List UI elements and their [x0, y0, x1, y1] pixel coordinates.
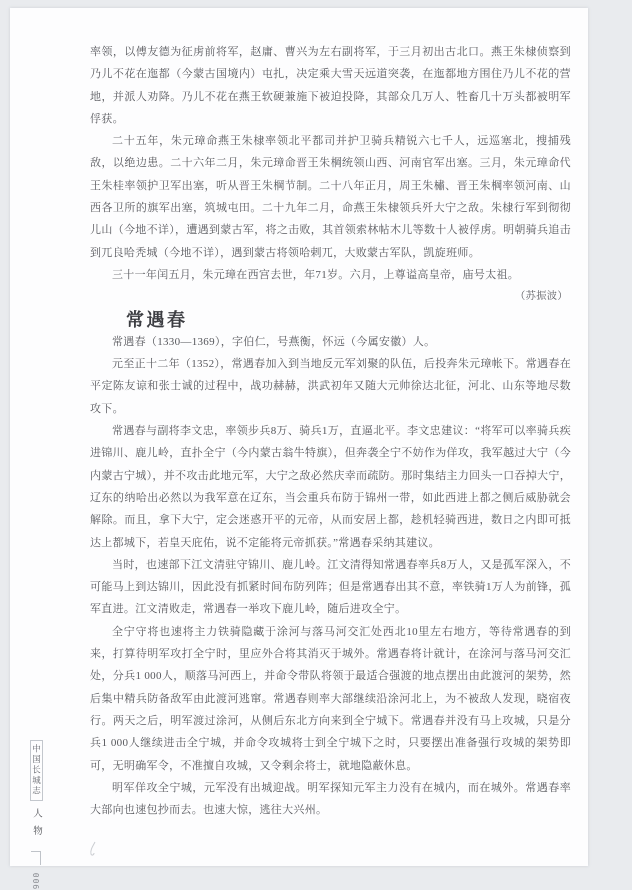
- body-paragraph: 常遇春（1330—1369），字伯仁，号燕衡，怀远（今属安徽）人。: [112, 335, 436, 348]
- page-margin-spine: [26, 740, 46, 890]
- author-attribution: （苏振波）: [515, 291, 568, 303]
- book-page-scan: [10, 8, 588, 890]
- body-paragraph: 全宁守将也速将主力铁骑隐藏于涂河与落马河交汇处西北10里左右地方，等待常遇春的到来，打算待明军攻打全宁时，里应外合将其消灭于城外。常遇春将计就计，在涂河与落马河交汇处，分兵1 000人，顺落马河西上，并命令带队将领于最适合强渡的地点摆出由此渡河的架势，然后集中精兵防备敌军由此渡河逃窜。常遇春则率大部继续沿涂河北上，为不被敌人发现，晓宿夜行。两天之后，明军渡过涂河，从侧后东北方向来到全宁城下。常遇春并没有马上攻城，只是分兵1 000人继续进击全宁城，并命令攻城将士到全宁城下之时，只要摆出准备强行攻城的架势即可，无明确军令，不准擅自攻城，又令剩余将士，就地隐蔽休息。: [90, 625, 571, 772]
- body-paragraph: 三十一年闰五月，朱元璋在西宫去世，年71岁。六月，上尊谥高皇帝，庙号太祖。: [112, 268, 520, 281]
- body-paragraph: 当时，也速部下江文清驻守锦川、鹿儿岭。江文清得知常遇春率兵8万人，又是孤军深入，不可能马上到达锦川，因此没有抓紧时间布防列阵；但是常遇春出其不意，率铁骑1万人为前锋，孤军直进。江文清败走，常遇春一举攻下鹿儿岭，随后进攻全宁。: [90, 558, 571, 616]
- carryover-paragraph: 率领，以傅友德为征虏前将军，赵庸、曹兴为左右副将军，于三月初出古北口。燕王朱棣侦察到乃儿不花在迤都（今蒙古国境内）屯扎，决定乘大雪天远道突袭，在迤都地方围住乃儿不花的营地，并派人劝降。乃儿不花在燕王软硬兼施下被迫投降，其部众几万人、牲畜几十万头都被明军俘获。: [90, 46, 571, 125]
- spine-bracket-rule: [31, 851, 41, 865]
- stray-pen-mark-icon: [86, 840, 100, 858]
- page-number: 006: [31, 872, 41, 890]
- body-paragraph: 元至正十二年（1352），常遇春加入到当地反元军刘聚的队伍，后投奔朱元璋帐下。常遇春在平定陈友谅和张士诚的过程中，战功赫赫，洪武初年又随大元帅徐达北征，河北、山东等地尽数攻下。: [90, 358, 571, 415]
- body-paragraph: 常遇春与副将李文忠，率领步兵8万、骑兵1万，直逼北平。李文忠建议：“将军可以率骑兵疾进锦川、鹿儿岭，直扑全宁（今内蒙古翁牛特旗），但奔袭全宁不妨作为佯攻，我军越过大宁（今内蒙古宁城），并不攻击此地元军，大宁之敌必然庆幸而疏防。那时集结主力回头一口吞掉大宁，辽东的纳哈出必然以为我军意在辽东，当会重兵布防于锦州一带，如此西进上都之侧后威胁就会解除。而且，拿下大宁，定会迷惑开平的元帝，从而安居上都，趁机轻骑西进，数日之内即可抵达上都城下，若皇天庇佑，说不定能将元帝抓获。”常遇春采纳其建议。: [90, 425, 571, 549]
- volume-label: 人物: [31, 807, 41, 843]
- series-title: 中国长城志: [30, 740, 43, 801]
- text-column: [90, 41, 571, 821]
- body-paragraph: 二十五年，朱元璋命燕王朱棣率领北平都司并护卫骑兵精锐六七千人，远巡塞北，搜捕残敌，以绝边患。二十六年二月，朱元璋命晋王朱棡统领山西、河南官军出塞。三月，朱元璋命代王朱桂率领护卫军出塞，听从晋王朱棡节制。二十八年正月，周王朱橚、晋王朱棡率领河南、山西各卫所的旗军出塞，筑城屯田。二十九年二月，命燕王朱棣领兵歼大宁之敌。朱棣行军到彻彻儿山（今地不详），遭遇到蒙古军，将之击败，其首领索林帖木儿等数十人被俘虏。明朝骑兵追击到兀良哈秃城（今地不详），遇到蒙古将领哈剌兀，大败蒙古军队，凯旋班师。: [90, 135, 571, 259]
- body-paragraph: 明军佯攻全宁城，元军没有出城迎战。明军探知元军主力没有在城内，而在城外。常遇春率大部向也速包抄而去。也速大惊，逃往大兴州。: [90, 781, 571, 817]
- section-heading: 常遇春: [126, 309, 188, 330]
